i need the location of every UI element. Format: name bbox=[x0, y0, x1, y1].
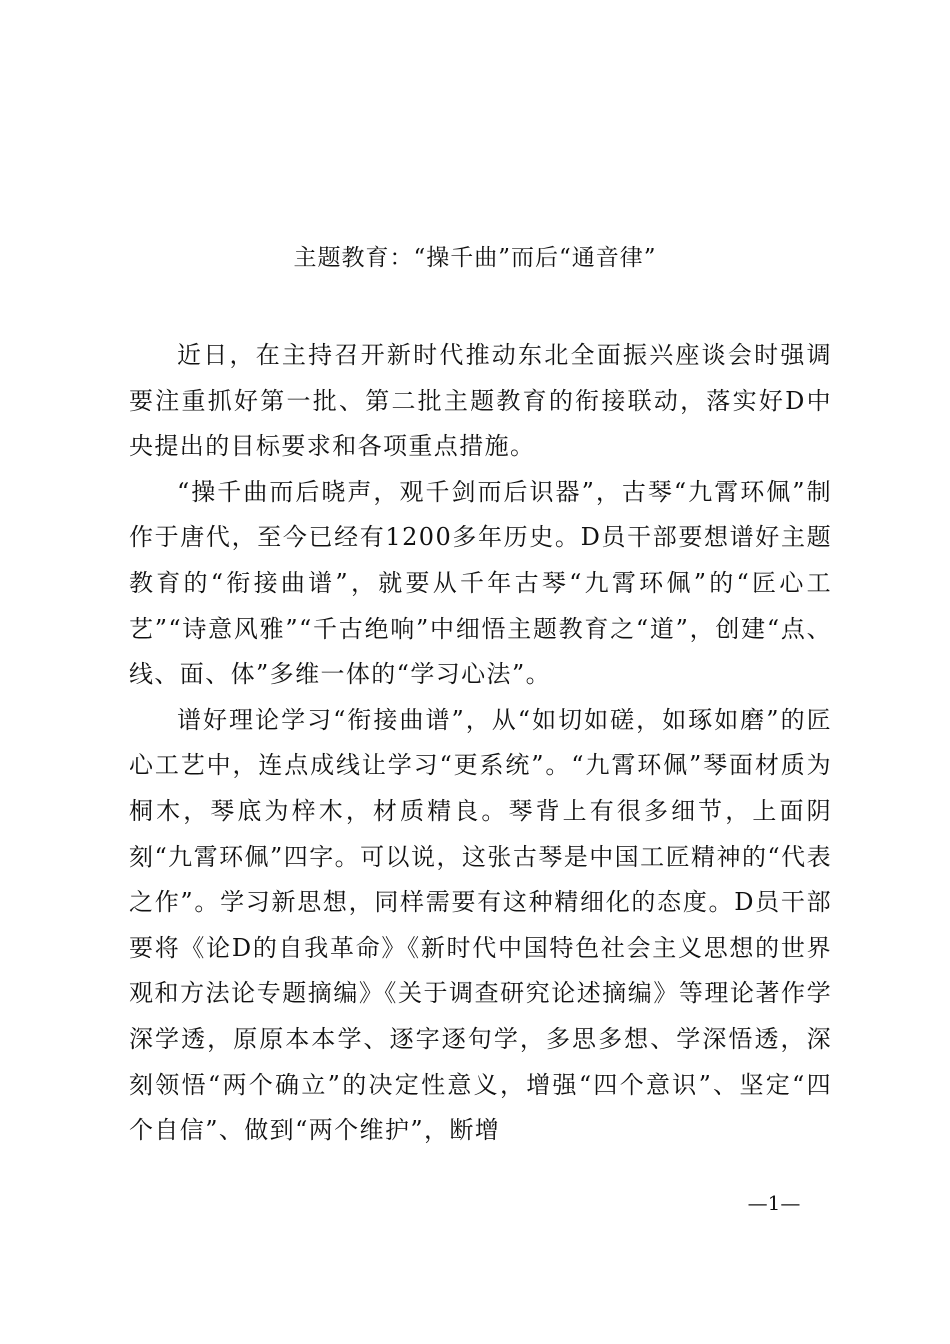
document-title: 主题教育：“操千曲”而后“通音律” bbox=[293, 245, 657, 271]
paragraph-1: 近日，在主持召开新时代推动东北全面振兴座谈会时强调要注重抓好第一批、第二批主题教育的衔接联动，落实好D中央提出的目标要求和各项重点措施。 bbox=[129, 341, 832, 461]
paragraph-2: “操千曲而后晓声，观千剑而后识器”，古琴“九霄环佩”制作于唐代，至今已经有1200多年历史。D员干部要想谱好主题教育的“衔接曲谱”，就要从千年古琴“九霄环佩”的“匠心工艺”“诗意风雅”“千古绝响”中细悟主题教育之“道”，创建“点、线、面、体”多维一体的“学习心法”。 bbox=[129, 477, 832, 689]
paragraph-3: 谱好理论学习“衔接曲谱”，从“如切如磋，如琢如磨”的匠心工艺中，连点成线让学习“更系统”。“九霄环佩”琴面材质为桐木，琴底为梓木，材质精良。琴背上有很多细节，上面阴刻“九霄环佩”四字。可以说，这张古琴是中国工匠精神的“代表之作”。学习新思想，同样需要有这种精细化的态度。D员干部要将《论D的自我革命》《新时代中国特色社会主义思想的世界观和方法论专题摘编》《关于调查研究论述摘编》等理论著作学深学透，原原本本学、逐字逐句学，多思多想、学深悟透，深刻领悟“两个确立”的决定性意义，增强“四个意识”、坚定“四个自信”、做到“两个维护”，断增 bbox=[129, 705, 832, 1145]
document-body bbox=[129, 333, 832, 1154]
page-number: —1— bbox=[747, 1191, 801, 1215]
